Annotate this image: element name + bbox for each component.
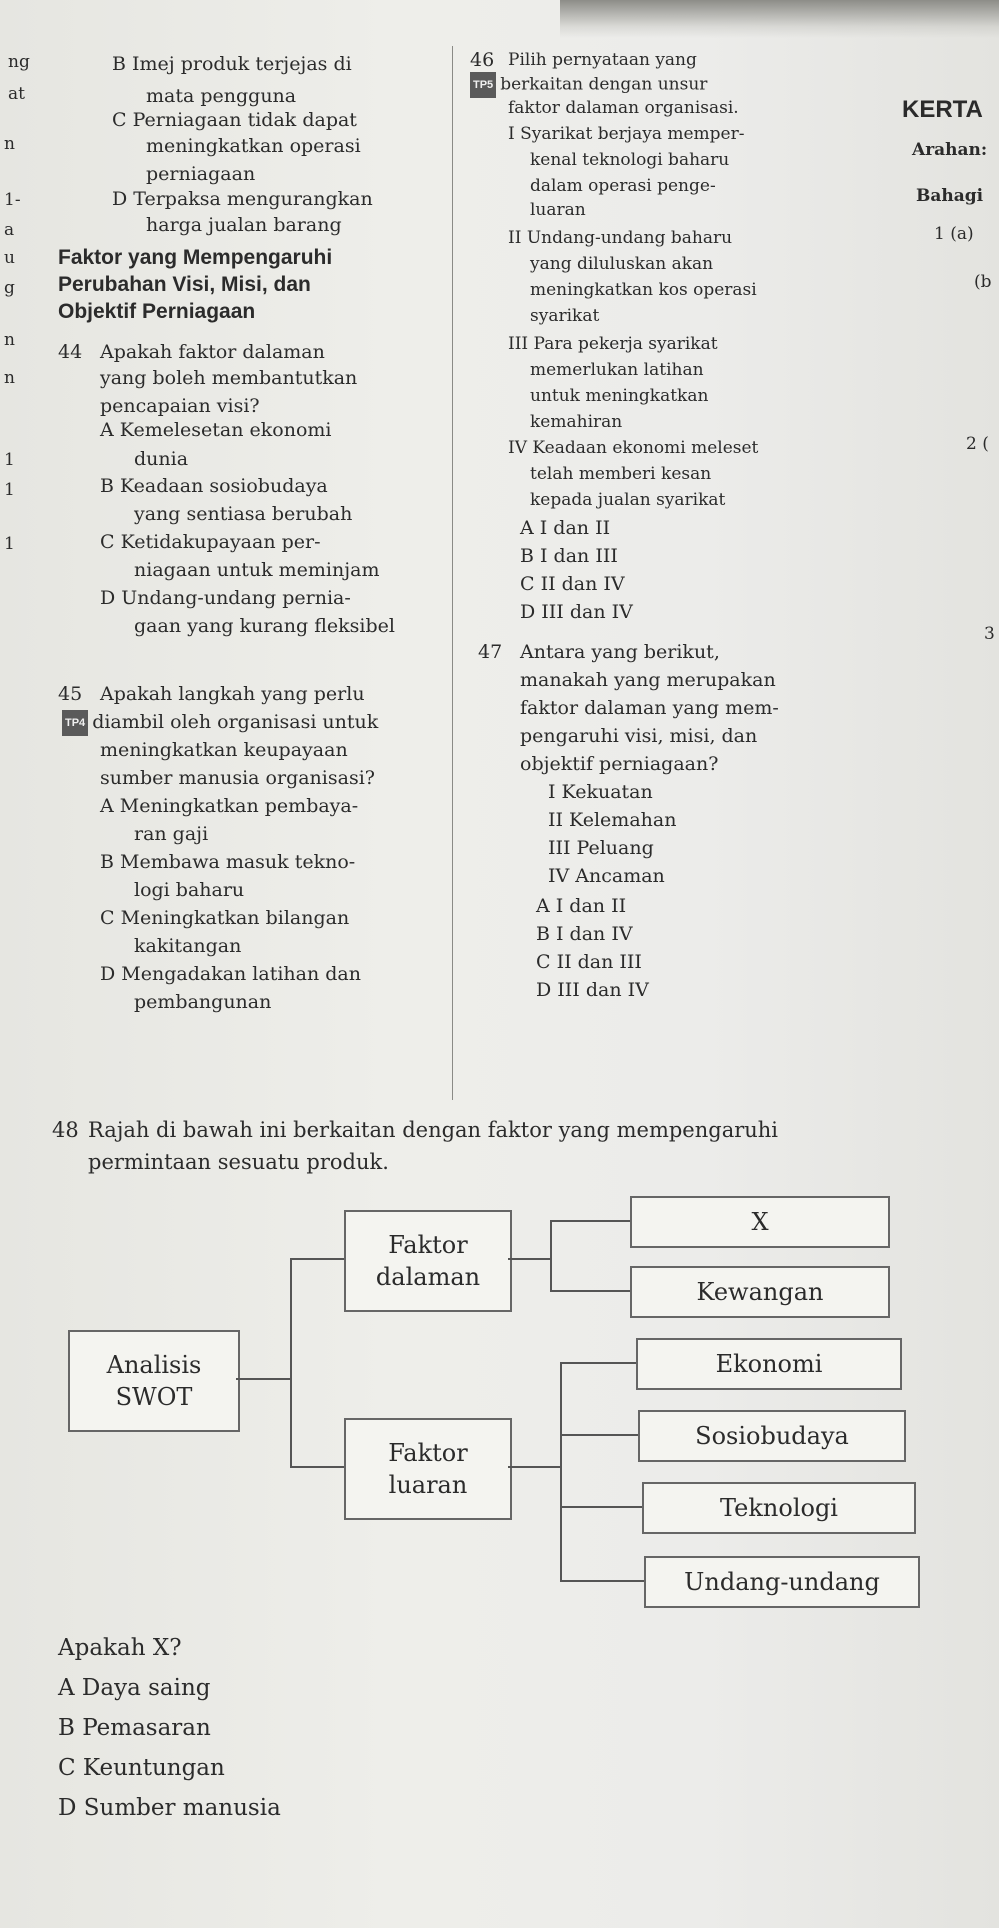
edge-right-q2: 2 (	[966, 434, 989, 454]
connector	[560, 1506, 642, 1508]
q45-number: 45	[58, 683, 83, 705]
diagram-box-sosiobudaya: Sosiobudaya	[638, 1410, 906, 1462]
q47-option-a: A I dan II	[536, 895, 627, 917]
diagram-box-kewangan: Kewangan	[630, 1266, 890, 1318]
diagram-box-x: X	[630, 1196, 890, 1248]
q46-statement-4: kepada jualan syarikat	[530, 490, 726, 510]
q47-text: objektif perniagaan?	[520, 753, 719, 775]
diagram-internal-factor: Faktor dalaman	[344, 1210, 512, 1312]
q48-option-c: C Keuntungan	[58, 1755, 225, 1781]
edge-right-arahan: Arahan:	[912, 140, 988, 160]
prev-option-b-cont: mata pengguna	[146, 85, 297, 107]
connector	[508, 1258, 550, 1260]
connector	[560, 1580, 644, 1582]
diagram-box-ekonomi: Ekonomi	[636, 1338, 902, 1390]
q44-option-c: C Ketidakupayaan per-	[100, 531, 321, 553]
edge-left-text: n	[4, 368, 15, 388]
edge-left-text: g	[4, 278, 15, 298]
q46-statement-1: I Syarikat berjaya memper-	[508, 124, 745, 144]
connector	[290, 1258, 344, 1260]
connector	[508, 1466, 560, 1468]
connector	[560, 1434, 638, 1436]
q48-number: 48	[52, 1118, 79, 1142]
edge-left-text: 1	[4, 450, 15, 470]
section-heading-line3: Objektif Perniagaan	[58, 300, 256, 323]
q46-text: Pilih pernyataan yang	[508, 50, 697, 70]
q46-number: 46	[470, 49, 495, 71]
q47-option-d: D III dan IV	[536, 979, 649, 1001]
q45-option-c-cont: kakitangan	[134, 935, 242, 957]
prev-option-b: B Imej produk terjejas di	[112, 53, 352, 75]
edge-right-bahagian: Bahagi	[916, 186, 984, 206]
q44-option-d-cont: gaan yang kurang fleksibel	[134, 615, 395, 637]
q47-statement: III Peluang	[548, 837, 654, 859]
q46-option-c: C II dan IV	[520, 573, 625, 595]
q46-statement-2: II Undang-undang baharu	[508, 228, 733, 248]
q47-option-b: B I dan IV	[536, 923, 633, 945]
q48-text: Rajah di bawah ini berkaitan dengan faktor yang mempengaruhi	[88, 1118, 779, 1142]
edge-left-text: at	[8, 84, 25, 104]
connector	[550, 1220, 630, 1222]
diagram-external-factor: Faktor luaran	[344, 1418, 512, 1520]
q44-text: pencapaian visi?	[100, 395, 260, 417]
q46-statement-4: IV Keadaan ekonomi meleset	[508, 438, 759, 458]
q44-option-a-cont: dunia	[134, 448, 189, 470]
q45-option-a-cont: ran gaji	[134, 823, 209, 845]
q45-option-a: A Meningkatkan pembaya-	[100, 795, 359, 817]
q44-option-b-cont: yang sentiasa berubah	[134, 503, 353, 525]
q48-option-b: B Pemasaran	[58, 1715, 211, 1741]
edge-right-q1a: 1 (a)	[934, 224, 974, 244]
edge-left-text: 1	[4, 534, 15, 554]
q45-option-b-cont: logi baharu	[134, 879, 245, 901]
edge-left-text: 1	[4, 480, 15, 500]
q47-text: pengaruhi visi, misi, dan	[520, 725, 758, 747]
q44-option-d: D Undang-undang pernia-	[100, 587, 351, 609]
q46-statement-2: syarikat	[530, 306, 600, 326]
q44-option-c-cont: niagaan untuk meminjam	[134, 559, 380, 581]
q47-statement: IV Ancaman	[548, 865, 665, 887]
q44-number: 44	[58, 341, 83, 363]
q46-statement-3: kemahiran	[530, 412, 623, 432]
q46-statement-1: kenal teknologi baharu	[530, 150, 730, 170]
column-divider	[452, 46, 453, 1100]
q46-text: faktor dalaman organisasi.	[508, 98, 739, 118]
edge-left-text: n	[4, 134, 15, 154]
q46-option-d: D III dan IV	[520, 601, 633, 623]
connector	[560, 1362, 562, 1582]
q45-text-line2: TP4 diambil oleh organisasi untuk	[62, 710, 378, 736]
prev-option-d-cont: harga jualan barang	[146, 214, 342, 236]
q46-statement-3: untuk meningkatkan	[530, 386, 709, 406]
connector	[290, 1466, 344, 1468]
q46-statement-4: telah memberi kesan	[530, 464, 712, 484]
q48-option-d: D Sumber manusia	[58, 1795, 281, 1821]
section-heading-line1: Faktor yang Mempengaruhi	[58, 246, 333, 269]
prev-option-c-cont: meningkatkan operasi	[146, 135, 361, 157]
q45-option-d: D Mengadakan latihan dan	[100, 963, 361, 985]
q46-statement-1: luaran	[530, 200, 586, 220]
q45-option-c: C Meningkatkan bilangan	[100, 907, 350, 929]
q46-option-b: B I dan III	[520, 545, 618, 567]
q47-statement: II Kelemahan	[548, 809, 677, 831]
q45-text: sumber manusia organisasi?	[100, 767, 375, 789]
section-heading-line2: Perubahan Visi, Misi, dan	[58, 273, 311, 296]
q48-text: permintaan sesuatu produk.	[88, 1150, 389, 1174]
q47-text: Antara yang berikut,	[520, 641, 720, 663]
edge-left-text: ng	[8, 52, 30, 72]
q44-option-b: B Keadaan sosiobudaya	[100, 475, 328, 497]
edge-right-q3: 3	[984, 624, 995, 644]
diagram-root-swot: Analisis SWOT	[68, 1330, 240, 1432]
q45-text: meningkatkan keupayaan	[100, 739, 348, 761]
q47-text: faktor dalaman yang mem-	[520, 697, 779, 719]
q48-option-a: A Daya saing	[58, 1675, 211, 1701]
prev-option-d: D Terpaksa mengurangkan	[112, 188, 373, 210]
tp4-badge: TP4	[62, 710, 88, 736]
q47-number: 47	[478, 641, 503, 663]
edge-left-text: a	[4, 220, 15, 240]
edge-right-q1b: (b	[974, 272, 992, 292]
q46-statement-2: yang diluluskan akan	[530, 254, 714, 274]
q45-option-b: B Membawa masuk tekno-	[100, 851, 356, 873]
q45-option-d-cont: pembangunan	[134, 991, 272, 1013]
q44-option-a: A Kemelesetan ekonomi	[100, 419, 332, 441]
connector	[550, 1290, 630, 1292]
edge-left-text: n	[4, 330, 15, 350]
connector	[290, 1258, 292, 1468]
q44-text: yang boleh membantutkan	[100, 367, 358, 389]
connector	[236, 1378, 290, 1380]
diagram-box-teknologi: Teknologi	[642, 1482, 916, 1534]
diagram-box-undang-undang: Undang-undang	[644, 1556, 920, 1608]
q46-option-a: A I dan II	[520, 517, 611, 539]
q46-statement-3: memerlukan latihan	[530, 360, 704, 380]
q46-text-line2: TP5 berkaitan dengan unsur	[470, 72, 707, 98]
q47-text: manakah yang merupakan	[520, 669, 776, 691]
edge-right-kerta: KERTA	[902, 96, 983, 123]
q44-text: Apakah faktor dalaman	[100, 341, 325, 363]
q46-statement-2: meningkatkan kos operasi	[530, 280, 757, 300]
q47-statement: I Kekuatan	[548, 781, 653, 803]
edge-left-text: 1-	[4, 190, 21, 210]
edge-left-text: u	[4, 248, 15, 268]
q47-option-c: C II dan III	[536, 951, 642, 973]
connector	[560, 1362, 636, 1364]
tp5-badge: TP5	[470, 72, 496, 98]
prev-option-c-cont: perniagaan	[146, 163, 256, 185]
q46-statement-3: III Para pekerja syarikat	[508, 334, 718, 354]
connector	[550, 1220, 552, 1292]
q46-statement-1: dalam operasi penge-	[530, 176, 716, 196]
q45-text: Apakah langkah yang perlu	[100, 683, 365, 705]
q48-question: Apakah X?	[58, 1635, 182, 1661]
page-top-shadow	[560, 0, 999, 38]
prev-option-c: C Perniagaan tidak dapat	[112, 109, 357, 131]
